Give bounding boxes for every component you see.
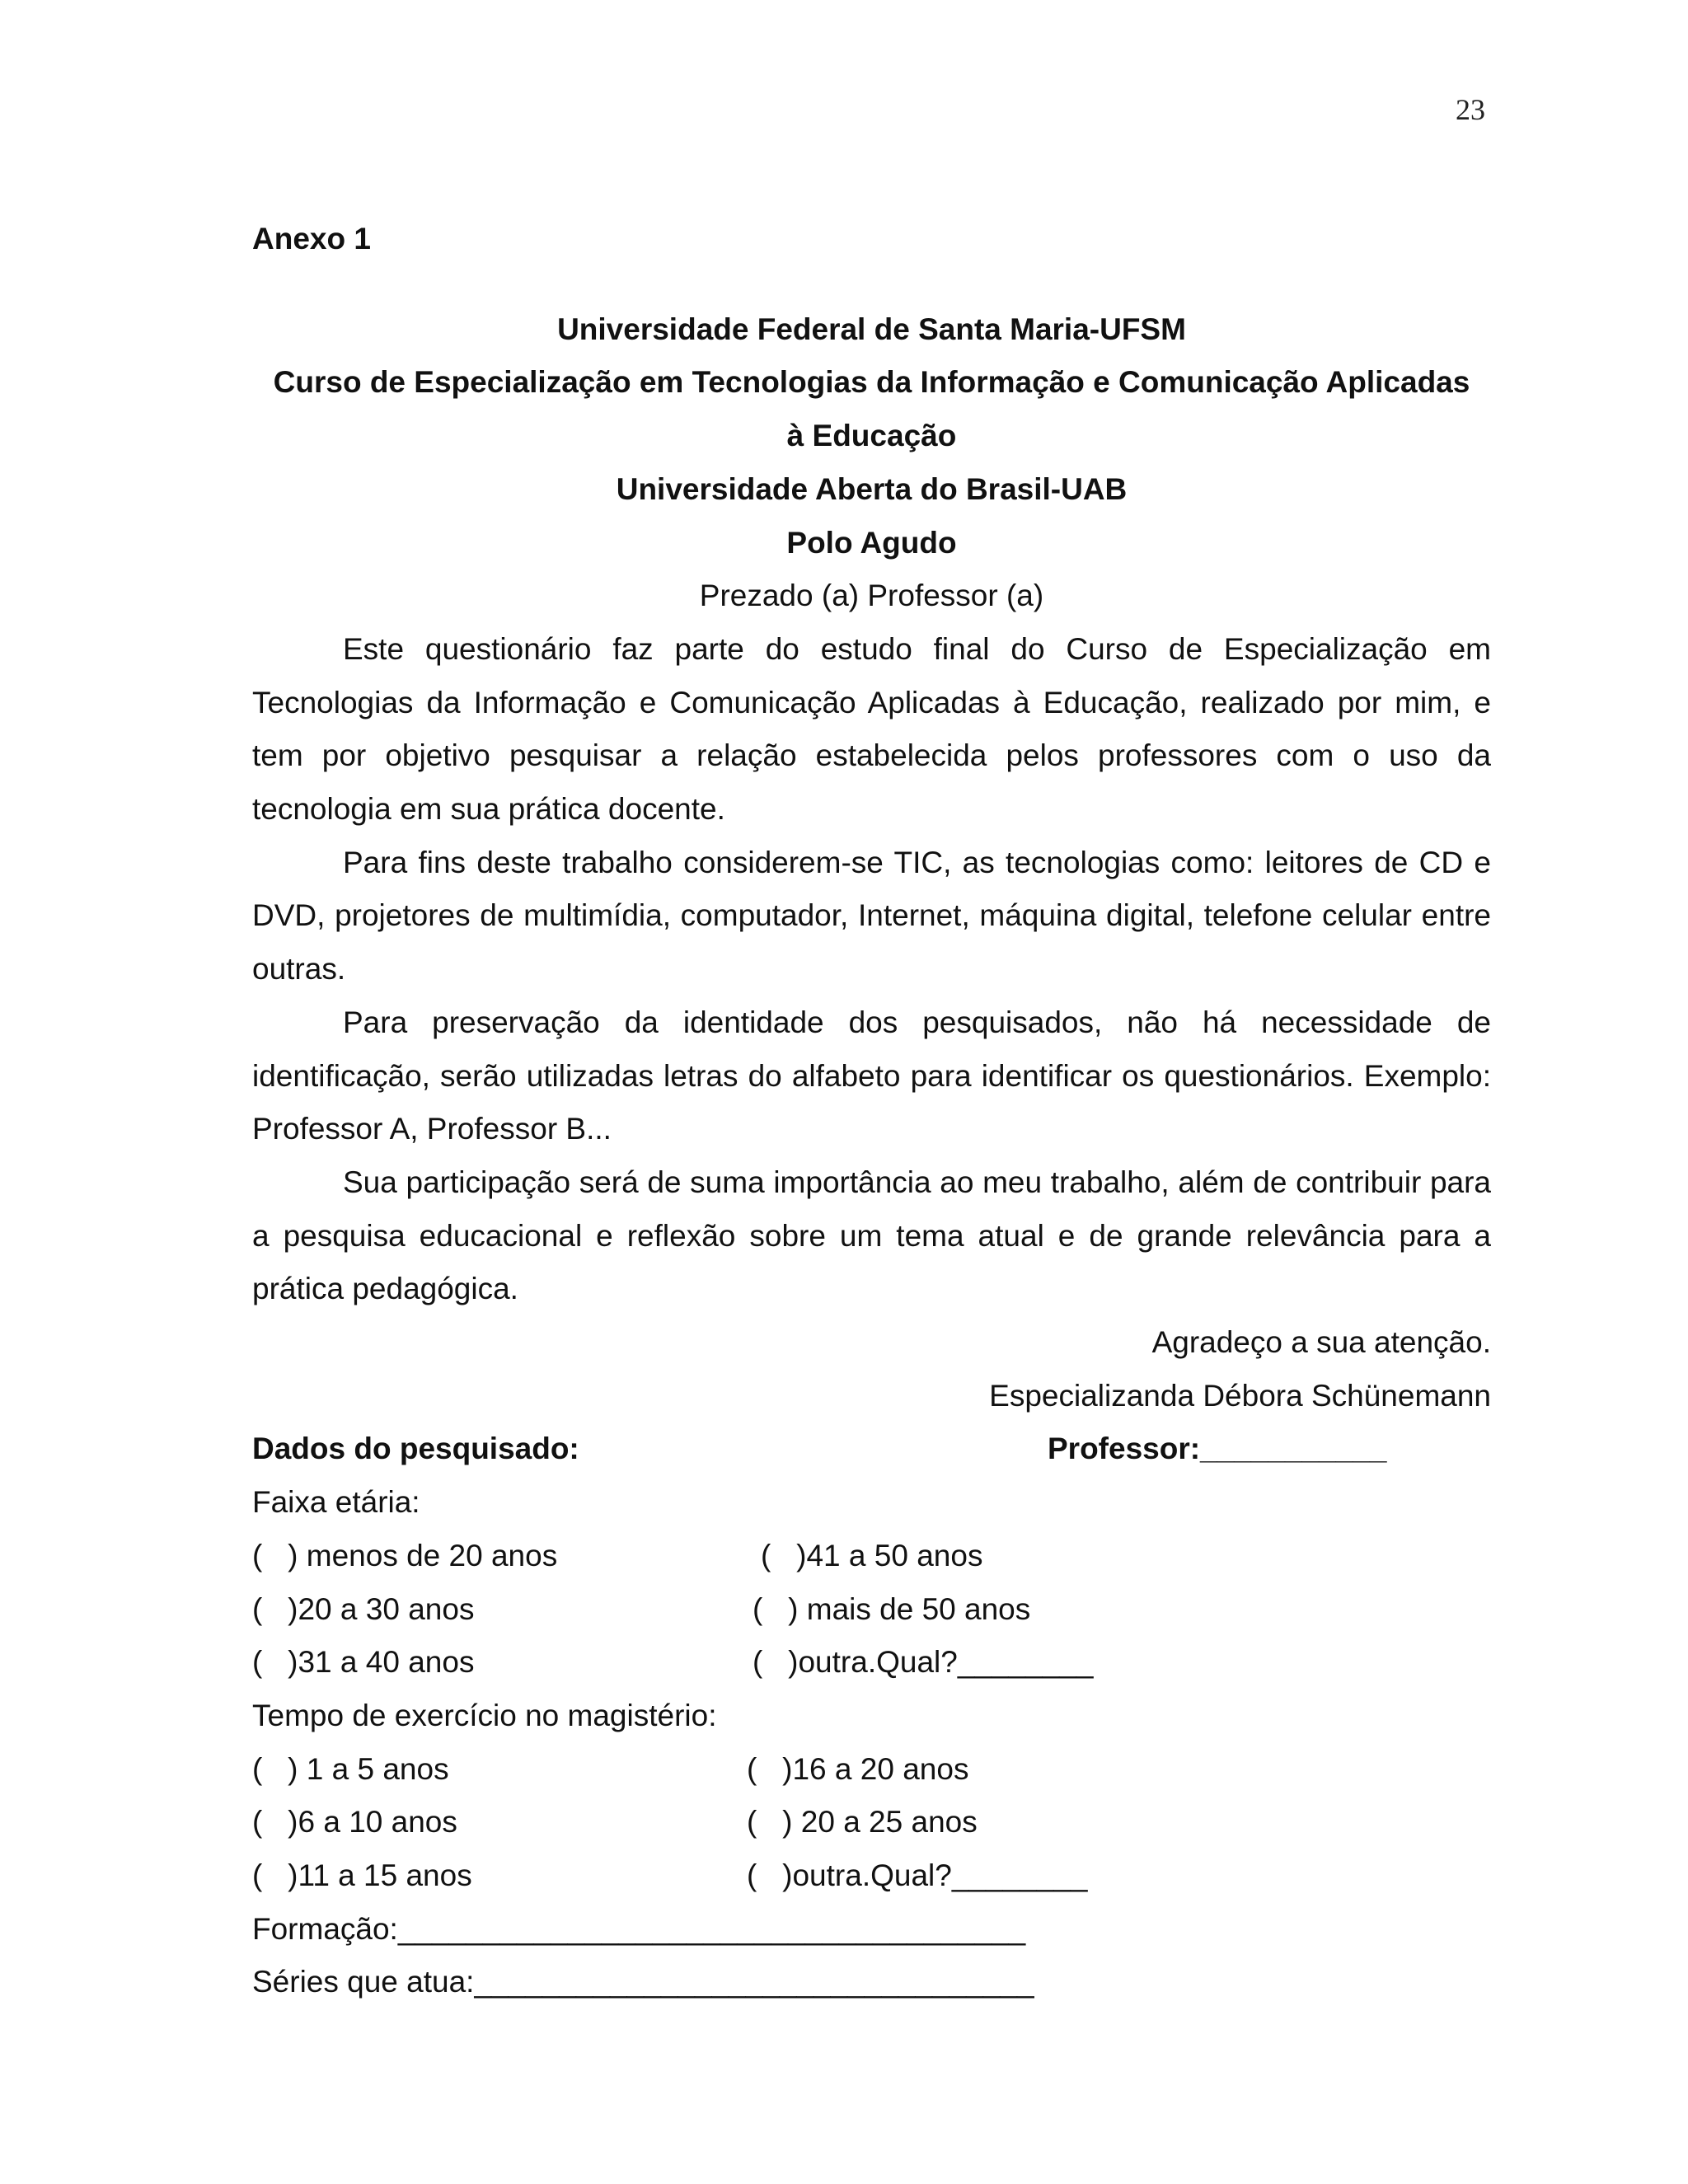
age-option-over-50[interactable]: ( ) mais de 50 anos (753, 1591, 1031, 1626)
teaching-time-label: Tempo de exercício no magistério: (252, 1698, 717, 1732)
respondent-header-row (252, 1422, 1491, 1476)
age-option-other[interactable]: ( )outra.Qual?________ (753, 1645, 1094, 1680)
age-option-31-40[interactable]: ( )31 a 40 anos (252, 1645, 475, 1680)
grades-field[interactable]: Séries que atua:_________________________________ (252, 1965, 1034, 1999)
age-options-row (252, 1530, 1491, 1583)
header-course: Curso de Especialização em Tecnologias da Informação e Comunicação Aplicadas (273, 365, 1470, 400)
teaching-option-11-15[interactable]: ( )11 a 15 anos (252, 1858, 472, 1893)
closing-thanks: Agradeço a sua atenção. (1151, 1325, 1491, 1360)
closing-signature: Especializanda Débora Schünemann (989, 1378, 1491, 1413)
paragraph-participation: Sua participação será de suma importância ao meu trabalho, além de contribuir para a pesquisa educacional e reflexão sobre um tema atual e de grande relevância para a prática pedagógica. (252, 1165, 1491, 1306)
header-polo: Polo Agudo (786, 525, 957, 560)
teaching-option-6-10[interactable]: ( )6 a 10 anos (252, 1805, 457, 1840)
teaching-options-row (252, 1849, 1491, 1903)
age-option-20-30[interactable]: ( )20 a 30 anos (252, 1591, 475, 1626)
teaching-option-16-20[interactable]: ( )16 a 20 anos (747, 1751, 969, 1786)
paragraph-intro: Este questionário faz parte do estudo final do Curso de Especialização em Tecnologias da Informação e Comunicação Aplicadas à Educação, realizado por mim, e tem por objetivo pesquisar a relação estabelecida pelos professores com o uso da tecnologia em sua prática docente. (252, 631, 1491, 827)
age-option-under-20[interactable]: ( ) menos de 20 anos (252, 1538, 558, 1572)
teaching-options-row (252, 1796, 1491, 1849)
respondent-data-label: Dados do pesquisado: (252, 1432, 579, 1466)
teaching-option-20-25[interactable]: ( ) 20 a 25 anos (747, 1805, 978, 1840)
header-university: Universidade Federal de Santa Maria-UFSM (557, 312, 1186, 346)
age-range-label: Faixa etária: (252, 1485, 420, 1520)
greeting: Prezado (a) Professor (a) (699, 579, 1044, 613)
age-options-row (252, 1583, 1491, 1637)
professor-field[interactable]: Professor:___________ (1048, 1432, 1387, 1466)
paragraph-identity: Para preservação da identidade dos pesquisados, não há necessidade de identificação, serão utilizadas letras do alfabeto para identificar os questionários. Exemplo: Professor A, Professor B... (252, 1005, 1491, 1146)
annex-title: Anexo 1 (252, 222, 371, 255)
document-body (252, 213, 1491, 2009)
age-option-41-50[interactable]: ( )41 a 50 anos (761, 1538, 983, 1572)
teaching-option-other[interactable]: ( )outra.Qual?________ (747, 1858, 1088, 1893)
paragraph-tic: Para fins deste trabalho considerem-se TIC, as tecnologias como: leitores de CD e DVD, projetores de multimídia, computador, Internet, máquina digital, telefone celular entre outras. (252, 845, 1491, 987)
teaching-option-1-5[interactable]: ( ) 1 a 5 anos (252, 1751, 449, 1786)
page-number: 23 (1456, 93, 1485, 126)
header-course-continued: à Educação (786, 419, 957, 453)
age-options-row (252, 1636, 1491, 1690)
teaching-options-row (252, 1743, 1491, 1797)
header-uab: Universidade Aberta do Brasil-UAB (616, 471, 1128, 506)
education-field[interactable]: Formação:_____________________________________ (252, 1911, 1026, 1946)
